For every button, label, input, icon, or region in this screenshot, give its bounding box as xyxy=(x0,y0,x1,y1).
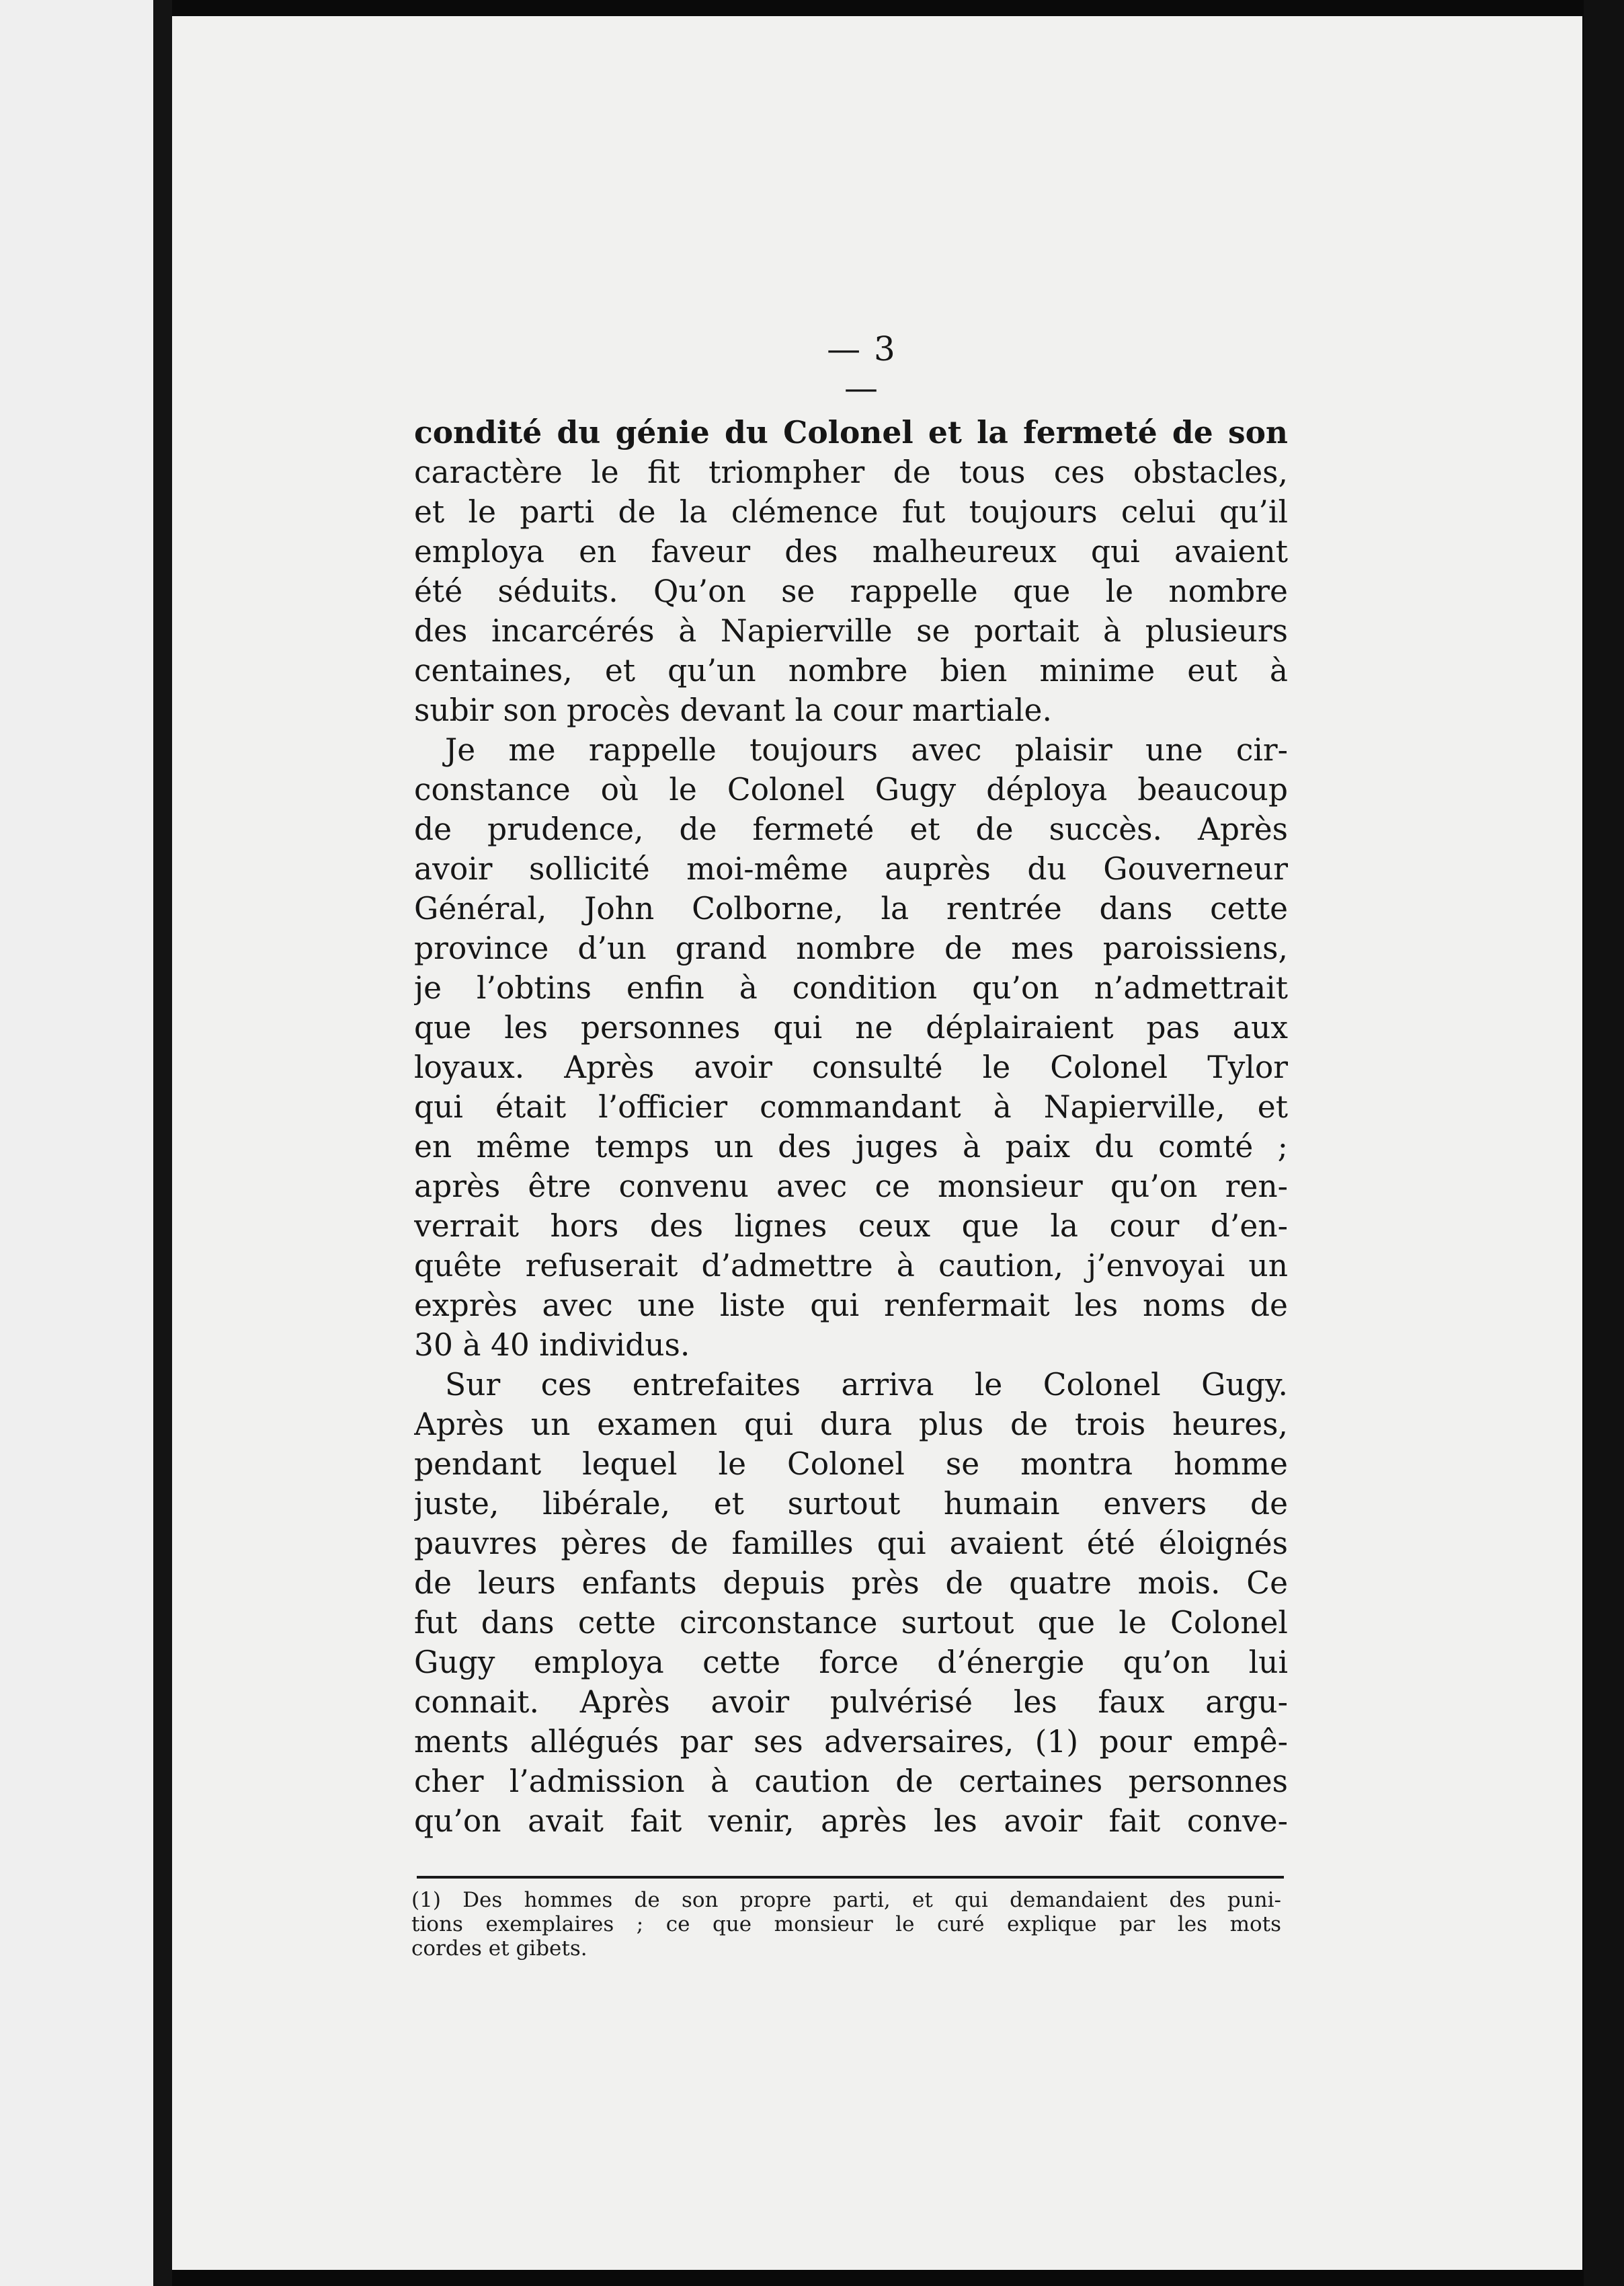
footnote-line: cordes et gibets. xyxy=(411,1936,587,1961)
text-line: pendant lequel le Colonel se montra homme xyxy=(414,1446,1288,1482)
text-line: exprès avec une liste qui renfermait les noms de xyxy=(414,1288,1288,1323)
page-gutter-shadow xyxy=(153,0,172,2286)
text-line: province d’un grand nombre de mes paroissiens, xyxy=(414,931,1288,966)
text-line: ments allégués par ses adversaires, (1) pour empê- xyxy=(414,1724,1288,1760)
text-line: qui était l’officier commandant à Napierville, et xyxy=(414,1089,1288,1125)
page-number: — 3 — xyxy=(827,329,897,407)
text-line: caractère le fit triompher de tous ces obstacles, xyxy=(414,455,1288,490)
text-line: que les personnes qui ne déplairaient pas aux xyxy=(414,1010,1288,1046)
previous-page-margin xyxy=(0,0,153,2286)
text-line: subir son procès devant la cour martiale. xyxy=(414,693,1052,728)
text-line: verrait hors des lignes ceux que la cour d’en- xyxy=(414,1208,1288,1244)
text-line: fut dans cette circonstance surtout que le Colonel xyxy=(414,1605,1288,1641)
footnote xyxy=(411,1888,1281,1961)
text-line: juste, libérale, et surtout humain envers de xyxy=(414,1486,1288,1522)
text-line: des incarcérés à Napierville se portait à plusieurs xyxy=(414,613,1288,649)
text-line: employa en faveur des malheureux qui avaient xyxy=(414,534,1288,569)
text-line: Après un examen qui dura plus de trois heures, xyxy=(414,1407,1288,1442)
text-line: je l’obtins enfin à condition qu’on n’admettrait xyxy=(414,970,1288,1006)
text-line: 30 à 40 individus. xyxy=(414,1327,690,1363)
text-line: Général, John Colborne, la rentrée dans cette xyxy=(414,891,1288,927)
text-line: Gugy employa cette force d’énergie qu’on lui xyxy=(414,1645,1288,1680)
text-line: de leurs enfants depuis près de quatre mois. Ce xyxy=(414,1565,1288,1601)
text-line: et le parti de la clémence fut toujours celui qu’il xyxy=(414,494,1288,530)
footnote-rule xyxy=(417,1876,1284,1879)
text-line: été séduits. Qu’on se rappelle que le nombre xyxy=(414,574,1288,609)
text-line: avoir sollicité moi-même auprès du Gouverneur xyxy=(414,851,1288,887)
text-line: après être convenu avec ce monsieur qu’on ren- xyxy=(414,1169,1288,1204)
text-line: quête refuserait d’admettre à caution, j’envoyai un xyxy=(414,1248,1288,1284)
text-line: connait. Après avoir pulvérisé les faux argu- xyxy=(414,1684,1288,1720)
footnote-line: (1) Des hommes de son propre parti, et qui demandaient des puni- xyxy=(411,1888,1281,1912)
text-line: qu’on avait fait venir, après les avoir fait conve- xyxy=(414,1803,1288,1839)
text-line: loyaux. Après avoir consulté le Colonel Tylor xyxy=(414,1050,1288,1085)
text-line: pauvres pères de familles qui avaient été éloignés xyxy=(414,1526,1288,1561)
footnote-line: tions exemplaires ; ce que monsieur le curé explique par les mots xyxy=(411,1912,1281,1936)
text-line: de prudence, de fermeté et de succès. Après xyxy=(414,812,1288,847)
body-text xyxy=(414,413,1288,1841)
text-line: cher l’admission à caution de certaines personnes xyxy=(414,1764,1288,1799)
text-line: en même temps un des juges à paix du comté ; xyxy=(414,1129,1288,1165)
text-line: centaines, et qu’un nombre bien minime eut à xyxy=(414,653,1288,688)
right-scan-border xyxy=(1584,0,1624,2286)
text-line: condité du génie du Colonel et la fermeté de son xyxy=(414,414,1288,450)
text-line: Sur ces entrefaites arriva le Colonel Gugy. xyxy=(445,1367,1288,1403)
text-line: constance où le Colonel Gugy déploya beaucoup xyxy=(414,772,1288,807)
text-line: Je me rappelle toujours avec plaisir une cir- xyxy=(445,732,1288,768)
